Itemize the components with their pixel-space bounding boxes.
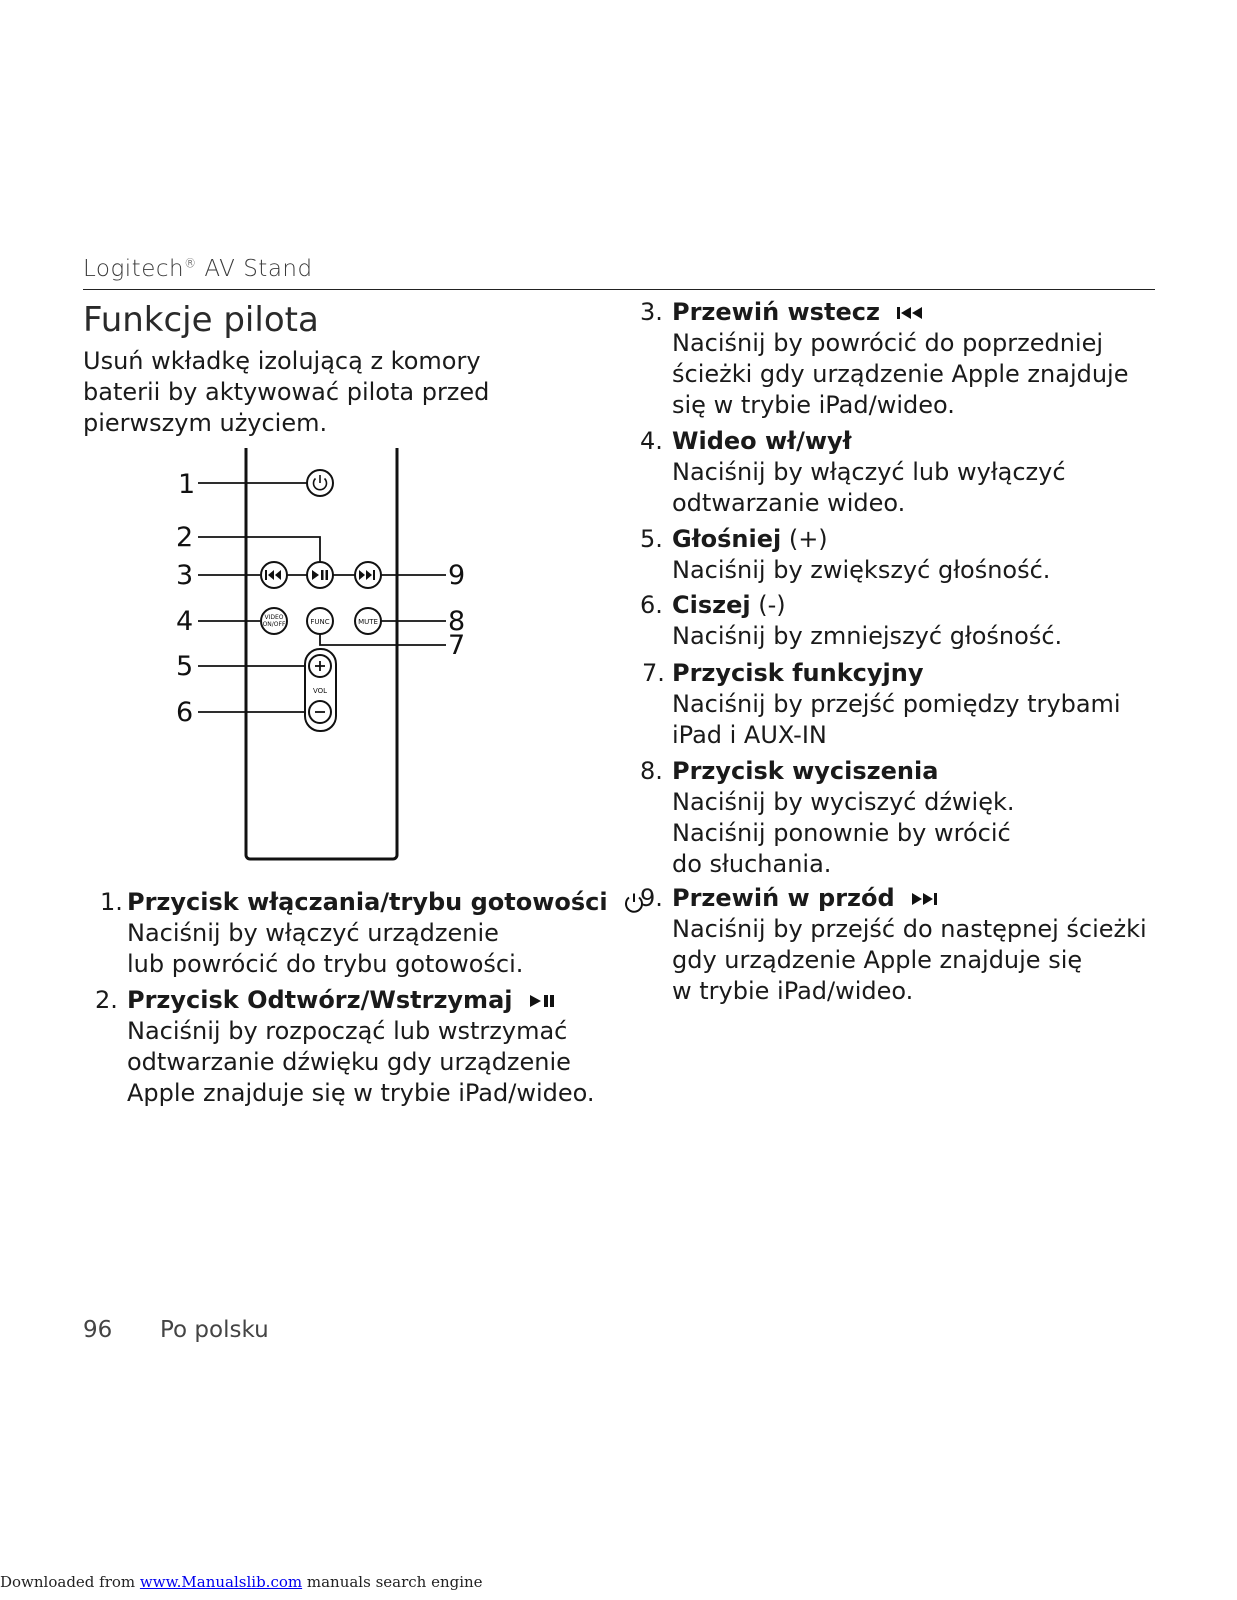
item-title-suffix: (+) (781, 525, 828, 553)
item-title: Przycisk włączania/trybu gotowości (127, 888, 608, 916)
play-pause-icon (528, 993, 556, 1009)
mute-button (355, 608, 381, 634)
callout-6: 6 (176, 697, 194, 728)
item-description: odtwarzanie dźwięku gdy urządzenie (127, 1048, 571, 1076)
item-description: Apple znajduje się w trybie iPad/wideo. (127, 1079, 595, 1107)
callout-7: 7 (448, 630, 466, 661)
page-title: Funkcje pilota (83, 300, 319, 340)
item-title-suffix: (-) (750, 591, 786, 619)
item-title: Głośniej (672, 525, 782, 553)
source-prefix: Downloaded from (0, 1573, 140, 1591)
item-description: Naciśnij by przejść do następnej ścieżki (672, 915, 1147, 943)
intro-paragraph (83, 346, 553, 439)
remote-control-diagram (170, 448, 490, 880)
fast-forward-button (355, 562, 381, 588)
callout-1: 1 (178, 469, 196, 500)
callout-8: 8 (448, 606, 466, 637)
item-title: Przycisk wyciszenia (672, 757, 939, 785)
item-number: 6. (640, 591, 663, 619)
item-number: 5. (640, 525, 663, 553)
item-title: Przycisk Odtwórz/Wstrzymaj (127, 986, 513, 1014)
item-description: w trybie iPad/wideo. (672, 977, 914, 1005)
product-name: AV Stand (196, 256, 313, 282)
volume-rocker (305, 649, 336, 731)
brand-name: Logitech (83, 256, 185, 282)
item-description: Naciśnij by zwiększyć głośność. (672, 556, 1051, 584)
func-button (307, 608, 333, 634)
item-title: Ciszej (672, 591, 751, 619)
rewind-icon (896, 305, 924, 321)
item-number: 7. (642, 659, 665, 687)
func-label: FUNC (310, 618, 330, 626)
item-description: Naciśnij by włączyć urządzenie (127, 919, 499, 947)
callout-3: 3 (176, 560, 194, 591)
item-number: 9. (640, 884, 663, 912)
item-description: ścieżki gdy urządzenie Apple znajduje (672, 360, 1129, 388)
callout-4: 4 (176, 606, 194, 637)
rewind-button (261, 562, 287, 588)
item-title: Przewiń wstecz (672, 298, 880, 326)
item-number: 8. (640, 757, 663, 785)
item-description: odtwarzanie wideo. (672, 489, 906, 517)
video-label: ON/OFF (262, 621, 286, 628)
item-description: Naciśnij by powrócić do poprzedniej (672, 329, 1104, 357)
item-description: gdy urządzenie Apple znajduje się (672, 946, 1083, 974)
item-description: iPad i AUX-IN (672, 721, 827, 749)
registered-mark: ® (184, 256, 197, 271)
item-number: 2. (95, 986, 118, 1014)
item-description: Naciśnij by przejść pomiędzy trybami (672, 690, 1121, 718)
item-title: Przewiń w przód (672, 884, 895, 912)
callout-9: 9 (448, 560, 466, 591)
item-number: 1. (100, 888, 123, 916)
source-suffix: manuals search engine (302, 1573, 483, 1591)
item-title: Przycisk funkcyjny (672, 659, 924, 687)
page-number: 96 (83, 1317, 113, 1343)
play-pause-button (307, 562, 333, 588)
video-label: VIDEO (264, 614, 284, 621)
callout-5: 5 (176, 651, 194, 682)
item-description: Naciśnij by rozpocząć lub wstrzymać (127, 1017, 568, 1045)
header-rule (83, 289, 1155, 290)
intro-line: pierwszym użyciem. (83, 409, 328, 437)
item-description: Naciśnij by wyciszyć dźwięk. (672, 788, 1015, 816)
intro-line: baterii by aktywować pilota przed (83, 378, 490, 406)
item-description: do słuchania. (672, 850, 832, 878)
power-button (307, 470, 333, 496)
fast-forward-icon (910, 891, 938, 907)
vol-label: VOL (312, 687, 328, 695)
item-description: Naciśnij by zmniejszyć głośność. (672, 622, 1063, 650)
document-header (83, 256, 313, 282)
callout-2: 2 (176, 522, 194, 553)
item-description: Naciśnij by włączyć lub wyłączyć (672, 458, 1066, 486)
source-line (0, 1573, 483, 1591)
item-description: lub powrócić do trybu gotowości. (127, 950, 524, 978)
item-description: Naciśnij ponownie by wrócić (672, 819, 1011, 847)
mute-label: MUTE (358, 618, 378, 626)
item-number: 3. (640, 298, 663, 326)
manualslib-link[interactable]: www.Manualslib.com (139, 1573, 303, 1591)
video-button (261, 608, 287, 634)
intro-line: Usuń wkładkę izolującą z komory (83, 347, 481, 375)
item-number: 4. (640, 427, 663, 455)
item-title: Wideo wł/wył (672, 427, 852, 455)
item-description: się w trybie iPad/wideo. (672, 391, 955, 419)
footer-language: Po polsku (160, 1317, 269, 1343)
